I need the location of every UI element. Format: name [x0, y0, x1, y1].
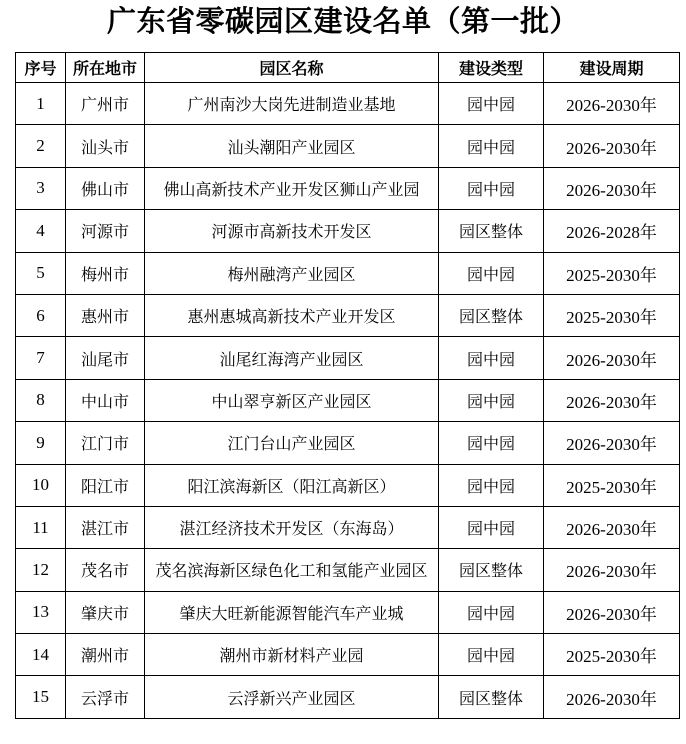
table-cell: 梅州融湾产业园区 [145, 252, 439, 294]
table-cell: 湛江经济技术开发区（东海岛） [145, 506, 439, 548]
table-row [16, 506, 680, 548]
table-cell: 云浮新兴产业园区 [145, 676, 439, 718]
zero-carbon-parks-table [15, 52, 680, 719]
table-cell: 园中园 [439, 506, 544, 548]
table-cell: 园中园 [439, 83, 544, 125]
table-cell: 2026-2030年 [544, 422, 680, 464]
table-cell: 江门台山产业园区 [145, 422, 439, 464]
table-cell: 12 [16, 549, 66, 591]
header-row [16, 53, 680, 83]
table-row [16, 83, 680, 125]
table-cell: 惠州市 [66, 294, 145, 336]
table-cell: 15 [16, 676, 66, 718]
table-row [16, 294, 680, 336]
table-cell: 广州南沙大岗先进制造业基地 [145, 83, 439, 125]
table-cell: 江门市 [66, 422, 145, 464]
table-cell: 园中园 [439, 379, 544, 421]
table-cell: 园中园 [439, 591, 544, 633]
table-row [16, 252, 680, 294]
table-cell: 梅州市 [66, 252, 145, 294]
table-cell: 2025-2030年 [544, 464, 680, 506]
table-row [16, 210, 680, 252]
table-cell: 10 [16, 464, 66, 506]
table-cell: 中山市 [66, 379, 145, 421]
table-cell: 阳江市 [66, 464, 145, 506]
table-row [16, 591, 680, 633]
table-cell: 园区整体 [439, 210, 544, 252]
table-cell: 汕头潮阳产业园区 [145, 125, 439, 167]
table-cell: 肇庆大旺新能源智能汽车产业城 [145, 591, 439, 633]
table-row [16, 167, 680, 209]
table-cell: 园中园 [439, 464, 544, 506]
table-cell: 3 [16, 167, 66, 209]
table-cell: 园中园 [439, 422, 544, 464]
header-city: 所在地市 [66, 53, 145, 83]
table-cell: 2026-2030年 [544, 379, 680, 421]
table-row [16, 337, 680, 379]
header-construction-period: 建设周期 [544, 53, 680, 83]
table-cell: 园中园 [439, 634, 544, 676]
table-cell: 惠州惠城高新技术产业开发区 [145, 294, 439, 336]
table-cell: 汕尾市 [66, 337, 145, 379]
table-cell: 2025-2030年 [544, 252, 680, 294]
table-row [16, 634, 680, 676]
table-row [16, 676, 680, 718]
table-cell: 8 [16, 379, 66, 421]
table-cell: 2026-2030年 [544, 167, 680, 209]
table-cell: 2026-2028年 [544, 210, 680, 252]
table-cell: 园中园 [439, 167, 544, 209]
table-cell: 潮州市 [66, 634, 145, 676]
table-cell: 河源市高新技术开发区 [145, 210, 439, 252]
table-cell: 2026-2030年 [544, 125, 680, 167]
table-row [16, 464, 680, 506]
table-cell: 14 [16, 634, 66, 676]
table-cell: 6 [16, 294, 66, 336]
table-cell: 湛江市 [66, 506, 145, 548]
table-cell: 园中园 [439, 125, 544, 167]
table-cell: 2026-2030年 [544, 591, 680, 633]
table-cell: 2025-2030年 [544, 634, 680, 676]
table-cell: 2026-2030年 [544, 83, 680, 125]
table-cell: 4 [16, 210, 66, 252]
header-seq-number: 序号 [16, 53, 66, 83]
table-cell: 2026-2030年 [544, 676, 680, 718]
table-cell: 园区整体 [439, 549, 544, 591]
table-row [16, 379, 680, 421]
table-cell: 佛山市 [66, 167, 145, 209]
table-row [16, 549, 680, 591]
table-cell: 13 [16, 591, 66, 633]
page-title: 广东省零碳园区建设名单（第一批） [106, 6, 579, 38]
header-park-name: 园区名称 [145, 53, 439, 83]
table-cell: 2026-2030年 [544, 549, 680, 591]
header-construction-type: 建设类型 [439, 53, 544, 83]
table-cell: 7 [16, 337, 66, 379]
table-cell: 园中园 [439, 252, 544, 294]
table-cell: 11 [16, 506, 66, 548]
table-body [16, 83, 680, 719]
table-row [16, 125, 680, 167]
table-cell: 9 [16, 422, 66, 464]
table-cell: 广州市 [66, 83, 145, 125]
table-cell: 园区整体 [439, 676, 544, 718]
table-cell: 汕尾红海湾产业园区 [145, 337, 439, 379]
table-cell: 园区整体 [439, 294, 544, 336]
table-cell: 中山翠亨新区产业园区 [145, 379, 439, 421]
table-cell: 茂名市 [66, 549, 145, 591]
table-cell: 2026-2030年 [544, 506, 680, 548]
table-cell: 汕头市 [66, 125, 145, 167]
table-cell: 2026-2030年 [544, 337, 680, 379]
table-cell: 河源市 [66, 210, 145, 252]
table-cell: 园中园 [439, 337, 544, 379]
table-cell: 茂名滨海新区绿色化工和氢能产业园区 [145, 549, 439, 591]
table-cell: 2 [16, 125, 66, 167]
table-row [16, 422, 680, 464]
table-cell: 1 [16, 83, 66, 125]
table-cell: 2025-2030年 [544, 294, 680, 336]
table-cell: 潮州市新材料产业园 [145, 634, 439, 676]
table-cell: 云浮市 [66, 676, 145, 718]
table-cell: 阳江滨海新区（阳江高新区） [145, 464, 439, 506]
table-cell: 肇庆市 [66, 591, 145, 633]
table-cell: 5 [16, 252, 66, 294]
table-cell: 佛山高新技术产业开发区狮山产业园 [145, 167, 439, 209]
